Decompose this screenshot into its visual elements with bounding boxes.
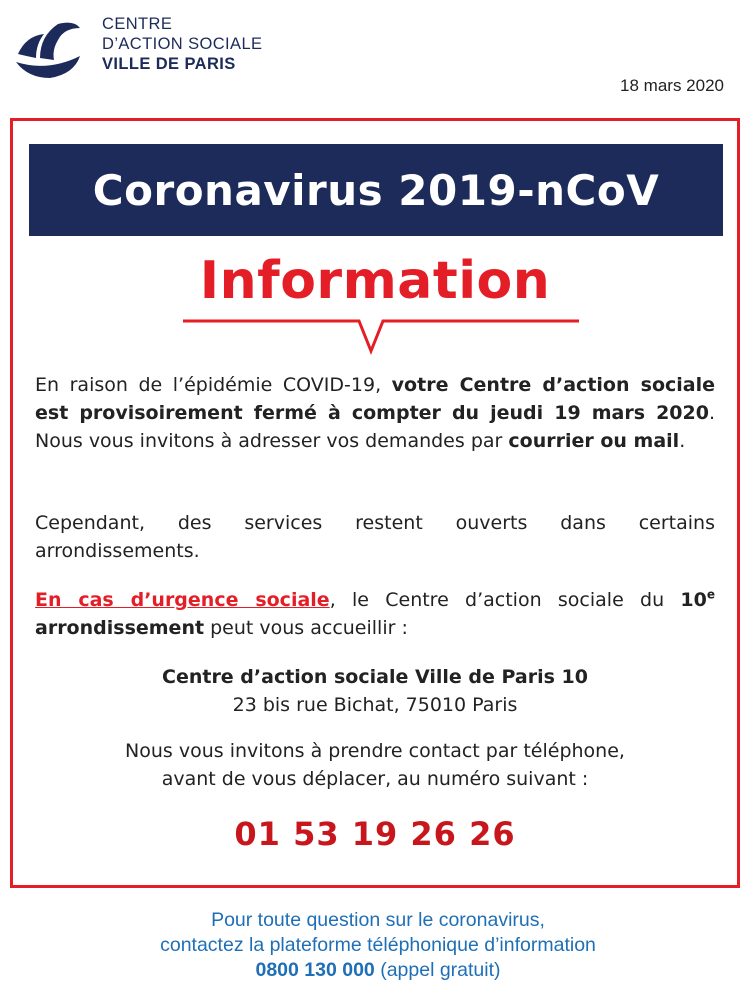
urgence-label: En cas d’urgence sociale — [35, 589, 330, 611]
center-street: 23 bis rue Bichat, 75010 Paris — [232, 694, 518, 716]
services-paragraph: Cependant, des services restent ouverts dans certains arrondissements. — [35, 512, 715, 562]
arrondissement-label: arrondissement — [35, 617, 205, 639]
arrondissement-suffix: e — [706, 587, 716, 602]
urgence-paragraph — [35, 586, 715, 642]
contact-line-2: avant de vous déplacer, au numéro suivant : — [161, 768, 589, 790]
footer-line-1: Pour toute question sur le coronavirus, — [211, 909, 545, 931]
hotline-footer — [0, 908, 756, 983]
urgence-text-2: peut vous accueillir : — [204, 617, 408, 639]
closure-bold-1: votre Centre d’action sociale est provisoirement fermé à compter du jeudi 19 mars 2020 — [35, 374, 715, 424]
organization-name — [102, 14, 262, 74]
title-banner — [29, 144, 723, 236]
information-headline: Information — [199, 251, 551, 311]
banner-title: Coronavirus 2019-nCoV — [92, 165, 660, 215]
closure-text-1: En raison de l’épidémie COVID-19, — [35, 374, 392, 396]
urgence-text-1: , le Centre d’action sociale du — [329, 589, 681, 611]
closure-paragraph — [35, 371, 715, 455]
speech-bubble-underline-icon — [181, 309, 581, 359]
contact-instructions — [13, 737, 737, 793]
contact-line-1: Nous vous invitons à prendre contact par téléphone, — [125, 740, 625, 762]
document-date: 18 mars 2020 — [620, 76, 724, 95]
notice-frame — [10, 118, 740, 888]
arrondissement-number: 10 — [680, 589, 707, 611]
closure-text-2: . Nous vous invitons à adresser vos demandes par — [35, 402, 715, 452]
ship-logo-icon — [14, 18, 84, 82]
org-line-2: D’ACTION SOCIALE — [102, 35, 263, 53]
footer-line-2: contactez la plateforme téléphonique d’information — [160, 934, 596, 956]
org-line-3: VILLE DE PARIS — [102, 55, 236, 73]
hotline-number: 0800 130 000 — [255, 959, 375, 981]
footer-line-3 — [0, 958, 756, 983]
address-block — [13, 663, 737, 719]
phone-number: 01 53 19 26 26 — [234, 815, 516, 853]
org-line-1: CENTRE — [102, 15, 173, 33]
closure-text-3: . — [679, 430, 686, 452]
hotline-note: (appel gratuit) — [374, 959, 501, 981]
closure-bold-2: courrier ou mail — [508, 430, 680, 452]
center-name: Centre d’action sociale Ville de Paris 10 — [162, 666, 588, 688]
